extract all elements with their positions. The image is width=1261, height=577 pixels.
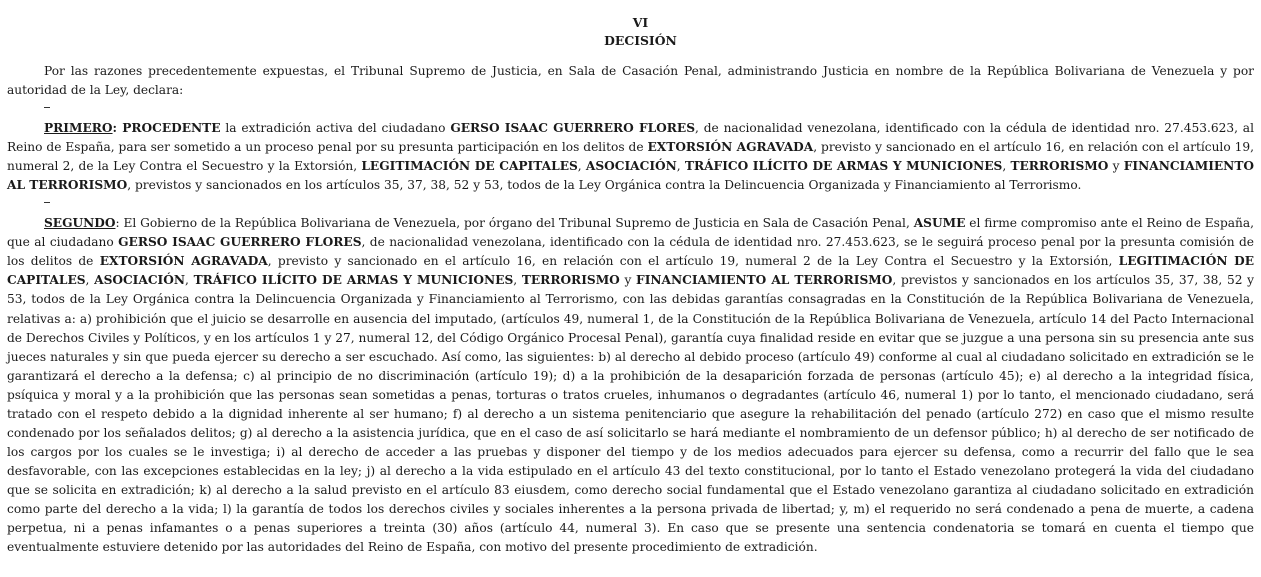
text-run: , [513,273,522,288]
bold-text-run: GERSO ISAAC GUERRERO FLORES [118,235,362,250]
bold-text-run: TERRORISMO [1010,159,1109,174]
primero-label: PRIMERO [44,121,113,136]
primero-separator: : [112,121,123,136]
text-run: , previstos y sancionados en los artículos 35, 37, 38, 52 y 53, todos de la Ley Orgánica contra la Delincuencia Organizada y Financiamiento al Terrorismo, con las debidas garantías consagradas en la Constitución de la República Bolivariana de Venezuela, relativas a: a) prohibición que el juicio se desarrolle en ausencia del imputado, (artículos 49, numeral 1, de la Constitución de la República Bolivariana de Venezuela, artículo 14 del Pacto Internacional de Derechos Civiles y Políticos, y en los artículos 1 y 27, numeral 12, del Código Orgánico Procesal Penal), garantía cuya finalidad reside en evitar que se juzgue a una persona sin su presencia ante sus jueces naturales y sin que pueda ejercer su derecho a ser escuchado. Así como, las siguientes: b) al derecho al debido proceso (artículo 49) conforme al cual al ciudadano solicitado en extradición se le garantizará el derecho a la defensa; c) al principio de no discriminación (artículo 19); d) a la prohibición de la desaparición forzada de personas (artículo 45); e) al derecho a la integridad física, psíquica y moral y a la prohibición que las personas sean sometidas a penas, torturas o tratos crueles, inhumanos o degradantes (artículo 46, numeral 1) por lo tanto, el mencionado ciudadano, será tratado con el respeto debido a la dignidad inherente al ser humano; f) al derecho a un sistema penitenciario que asegure la rehabilitación del penado (artículo 272) en caso que el mismo resulte condenado por los señalados delitos; g) al derecho a la asistencia jurídica, que en el caso de así solicitarlo se hará mediante el nombramiento de un defensor público; h) al derecho de ser notificado de los cargos por los cuales se le investiga; i) al derecho de acceder a las pruebas y disponer del tiempo y de los medios adecuados para ejercer su defensa, como a recurrir del fallo que le sea desfavorable, con las excepciones establecidas en la ley; j) al derecho a la vida estipulado en el artículo 43 del texto constitucional, por lo tanto el Estado venezolano protegerá la vida del ciudadano que se solicita en extradición; k) al derecho a la salud previsto en el artículo 83 eiusdem, como derecho social fundamental que el Estado venezolano garantiza al ciudadano solicitado en extradición como parte del derecho a la vida; l) la garantía de todos los derechos civiles y sociales inherentes a la persona privada de libertad; y, m) el requerido no será condenado a pena de muerte, a cadena perpetua, ni a penas infamantes o a penas superiores a treinta (30) años (artículo 44, numeral 3). En caso que se presente una sentencia condenatoria se tomará en cuenta el tiempo que eventualmente estuviere detenido por las autoridades del Reino de España, con motivo del presente procedimiento de extradición. [7,273,1255,555]
bold-text-run: TERRORISMO [521,273,620,288]
bold-text-run: ASOCIACIÓN [94,273,185,288]
segundo-separator: : [115,216,124,231]
section-title: DECISIÓN [604,32,677,48]
bold-text-run: ASUME [913,216,966,231]
text-run: , previsto y sancionado en el artículo 16, en relación con el artículo 19, numeral 2 de la Ley Contra el Secuestro y la Extorsión, [267,254,1119,269]
separator-mark [7,100,1254,119]
section-number: VI [632,15,649,30]
text-run: , [577,159,586,174]
bold-text-run: FINANCIAMIENTO AL TERRORISMO [636,273,893,288]
segundo-label: SEGUNDO [44,216,116,231]
segundo-paragraph [7,214,1254,557]
bold-text-run: FINANCIAMIENTO AL TERRORISMO [7,159,1255,193]
intro-paragraph: Por las razones precedentemente expuestas, el Tribunal Supremo de Justicia, en Sala de Casación Penal, administrando Justicia en nombre de la República Bolivariana de Venezuela y por autoridad de la Ley, declara: [7,64,1254,98]
bold-text-run: GERSO ISAAC GUERRERO FLORES [450,121,695,136]
bold-text-run: PROCEDENTE [122,121,221,136]
text-run: , [185,273,194,288]
bold-text-run: LEGITIMACIÓN DE CAPITALES [7,254,1254,288]
text-run: , previstos y sancionados en los artículos 35, 37, 38, 52 y 53, todos de la Ley Orgánica contra la Delincuencia Organizada y Financiamiento al Terrorismo. [127,178,1082,193]
bold-text-run: EXTORSIÓN AGRAVADA [647,140,814,155]
separator-mark [7,195,1254,214]
primero-paragraph [7,119,1254,195]
text-run: , de nacionalidad venezolana, identificado con la cédula de identidad nro. 27.453.623, al Reino de España, para ser sometido a un proceso penal por su presunta participación en los delitos de [7,121,1254,155]
text-run: y [1108,159,1124,174]
text-run: y [619,273,637,288]
text-run: , [676,159,685,174]
bold-text-run: TRÁFICO ILÍCITO DE ARMAS Y MUNICIONES [684,159,1003,174]
text-run: El Gobierno de la República Bolivariana de Venezuela, por órgano del Tribunal Supremo de Justicia en Sala de Casación Penal, [123,216,914,231]
bold-text-run: EXTORSIÓN AGRAVADA [99,254,268,269]
text-run: , de nacionalidad venezolana, identificado con la cédula de identidad nro. 27.453.623, se le seguirá proceso penal por la presunta comisión de los delitos de [7,235,1254,269]
bold-text-run: ASOCIACIÓN [585,159,677,174]
text-run: , previsto y sancionado en el artículo 16, en relación con el artículo 19, numeral 2, de la Ley Contra el Secuestro y la Extorsión, [7,140,1255,174]
text-run: , [1002,159,1011,174]
text-run: la extradición activa del ciudadano [220,121,451,136]
bold-text-run: LEGITIMACIÓN DE CAPITALES [361,159,578,174]
segundo-body [7,216,1254,554]
primero-body [7,121,1254,192]
text-run: el firme compromiso ante el Reino de España, que al ciudadano [7,216,1254,250]
text-run: , [85,273,95,288]
bold-text-run: TRÁFICO ILÍCITO DE ARMAS Y MUNICIONES [193,273,514,288]
